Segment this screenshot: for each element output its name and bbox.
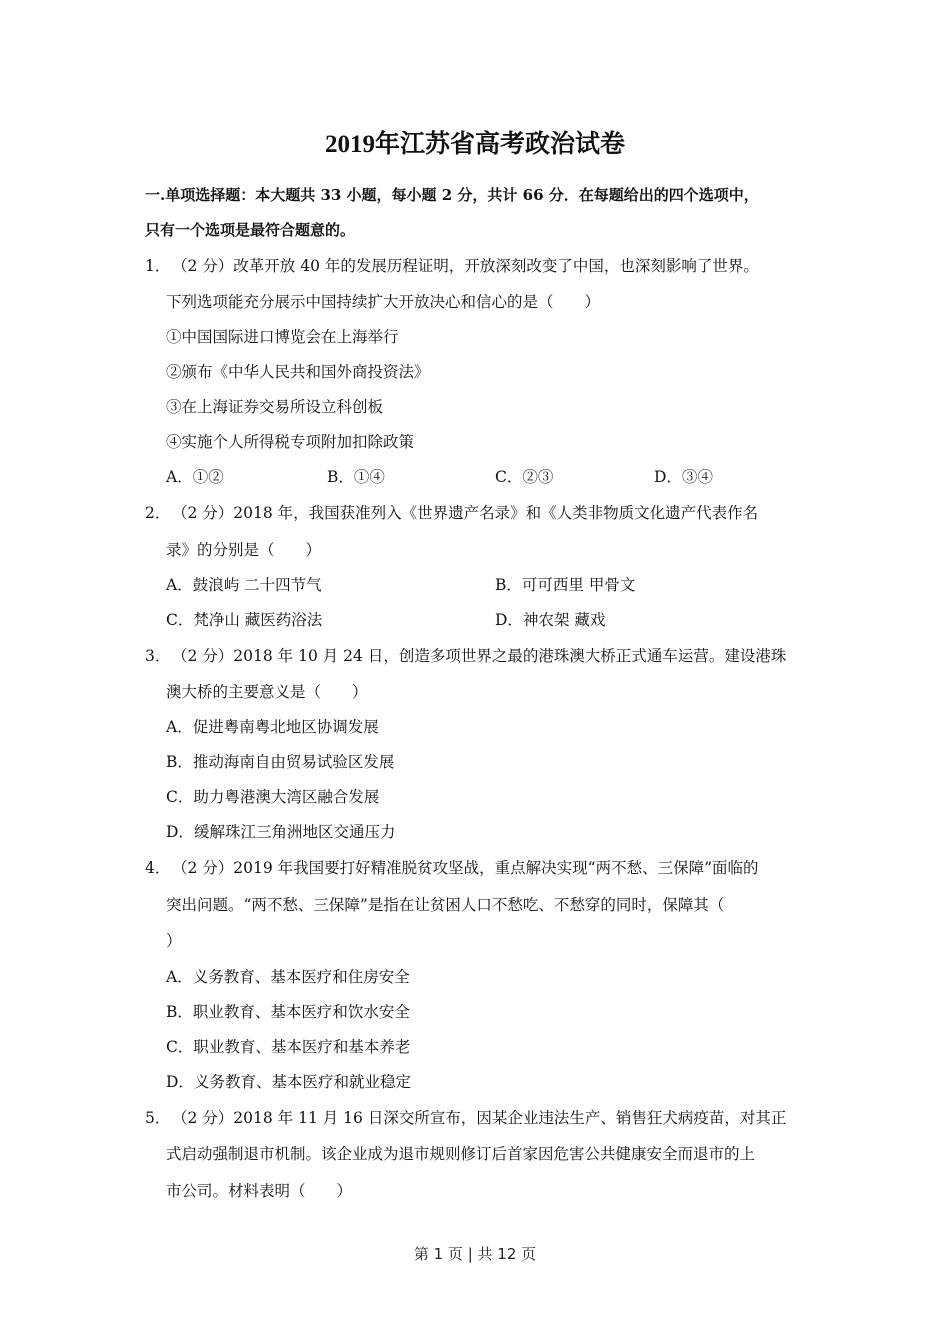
question-stem-line: 录》的分别是（ ） (166, 541, 322, 559)
question-number: 4． (145, 859, 171, 877)
option-c: C．梵净山 藏医药浴法 (166, 611, 323, 629)
option-c: C．助力粤港澳大湾区融合发展 (166, 788, 380, 806)
option-a: A．义务教育、基本医疗和住房安全 (166, 968, 410, 986)
option-a: A．促进粤南粤北地区协调发展 (166, 718, 379, 736)
question-stem-line: （2 分）2019 年我国要打好精准脱贫攻坚战，重点解决实现“两不愁、三保障”面临的 (172, 859, 759, 877)
option-d: D．缓解珠江三角洲地区交通压力 (166, 823, 396, 841)
question-stem-line: （2 分）2018 年，我国获准列入《世界遗产名录》和《人类非物质文化遗产代表作名 (172, 504, 759, 522)
question-stem-line: 下列选项能充分展示中国持续扩大开放决心和信心的是（ ） (166, 293, 601, 311)
question-stem-line: 澳大桥的主要意义是（ ） (166, 683, 368, 701)
option-c: C．职业教育、基本医疗和基本养老 (166, 1038, 411, 1056)
statement-item: ①中国国际进口博览会在上海举行 (166, 328, 399, 346)
statement-item: ③在上海证券交易所设立科创板 (166, 398, 384, 416)
option-b: B．可可西里 甲骨文 (495, 576, 636, 594)
statement-item: ④实施个人所得税专项附加扣除政策 (166, 433, 415, 451)
question-stem-line: 式启动强制退市机制。该企业成为退市规则修订后首家因危害公共健康安全而退市的上 (166, 1145, 756, 1163)
section-heading-line-2: 只有一个选项是最符合题意的。 (145, 221, 356, 239)
section-heading-line-1: 一.单项选择题：本大题共 33 小题，每小题 2 分，共计 66 分．在每题给出的四个选项中， (145, 186, 759, 204)
option-d: D．义务教育、基本医疗和就业稳定 (166, 1073, 411, 1091)
option-d: D．③④ (654, 468, 713, 486)
question-stem-line: 突出问题。“两不愁、三保障”是指在让贫困人口不愁吃、不愁穿的同时，保障其（ (166, 896, 725, 914)
option-a: A．鼓浪屿 二十四节气 (166, 576, 322, 594)
question-stem-line: （2 分）2018 年 11 月 16 日深交所宣布，因某企业违法生产、销售狂犬病疫苗，对其正 (172, 1109, 787, 1127)
question-number: 2． (145, 504, 171, 522)
page-title: 2019年江苏省高考政治试卷 (324, 131, 625, 158)
question-stem-line: （2 分）改革开放 40 年的发展历程证明，开放深刻改变了中国，也深刻影响了世界。 (172, 257, 759, 275)
option-b: B．①④ (327, 468, 385, 486)
statement-item: ②颁布《中华人民共和国外商投资法》 (166, 363, 430, 381)
option-b: B．推动海南自由贸易试验区发展 (166, 753, 395, 771)
option-d: D．神农架 藏戏 (495, 611, 606, 629)
section-heading (145, 178, 810, 248)
question-stem-line: （2 分）2018 年 10 月 24 日，创造多项世界之最的港珠澳大桥正式通车运营。建设港珠 (172, 647, 787, 665)
question-number: 5． (145, 1109, 171, 1127)
option-b: B．职业教育、基本医疗和饮水安全 (166, 1003, 410, 1021)
question-stem-line: ） (166, 932, 182, 950)
question-number: 3． (145, 647, 171, 665)
question-stem-line: 市公司。材料表明（ ） (166, 1182, 353, 1200)
option-a: A．①② (166, 468, 224, 486)
page-footer: 第 1 页 | 共 12 页 (413, 1245, 537, 1263)
option-c: C．②③ (495, 468, 554, 486)
question-number: 1． (145, 257, 171, 275)
